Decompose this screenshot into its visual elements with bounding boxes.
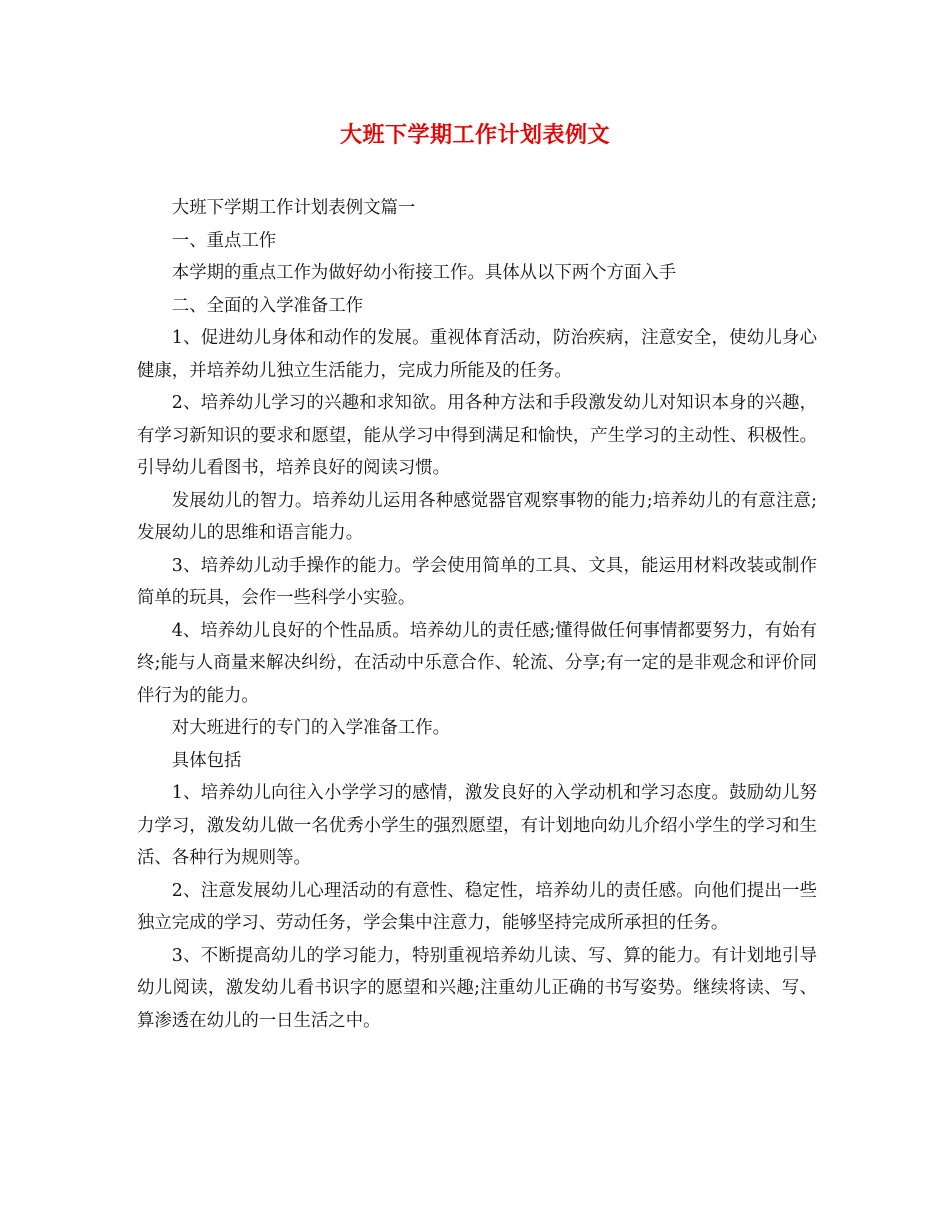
paragraph-1: 大班下学期工作计划表例文篇一 — [171, 198, 416, 218]
paragraph-11: 具体包括 — [171, 750, 242, 771]
paragraph-2: 一、重点工作 — [171, 230, 277, 251]
document-title: 大班下学期工作计划表例文 — [339, 122, 610, 148]
paragraph-9: 4、培养幼儿良好的个性品质。培养幼儿的责任感;懂得做任何事情都要努力，有始有终;能与人商量来解决纠纷，在活动中乐意合作、轮流、分享;有一定的是非观念和评价同伴行为的能力。 — [137, 620, 817, 706]
paragraph-8: 3、培养幼儿动手操作的能力。学会使用简单的工具、文具，能运用材料改装或制作简单的玩具，会作一些科学小实验。 — [137, 555, 817, 608]
paragraph-7: 发展幼儿的智力。培养幼儿运用各种感觉器官观察事物的能力;培养幼儿的有意注意;发展幼儿的思维和语言能力。 — [137, 490, 817, 543]
paragraph-6: 2、培养幼儿学习的兴趣和求知欲。用各种方法和手段激发幼儿对知识本身的兴趣，有学习新知识的要求和愿望，能从学习中得到满足和愉快，产生学习的主动性、积极性。引导幼儿看图书，培养良好的阅读习惯。 — [137, 393, 817, 478]
paragraph-12: 1、培养幼儿向往入小学学习的感情，激发良好的入学动机和学习态度。鼓励幼儿努力学习，激发幼儿做一名优秀小学生的强烈愿望，有计划地向幼儿介绍小学生的学习和生活、各种行为规则等。 — [137, 783, 817, 868]
paragraph-14: 3、不断提高幼儿的学习能力，特别重视培养幼儿读、写、算的能力。有计划地引导幼儿阅读，激发幼儿看书识字的愿望和兴趣;注重幼儿正确的书写姿势。继续将读、写、算渗透在幼儿的一日生活之中。 — [137, 945, 817, 1031]
paragraph-5: 1、促进幼儿身体和动作的发展。重视体育活动，防治疾病，注意安全，使幼儿身心健康，并培养幼儿独立生活能力，完成力所能及的任务。 — [137, 328, 817, 381]
paragraph-10: 对大班进行的专门的入学准备工作。 — [171, 718, 451, 738]
paragraph-3: 本学期的重点工作为做好幼小衔接工作。具体从以下两个方面入手 — [171, 263, 677, 283]
paragraph-4: 二、全面的入学准备工作 — [171, 295, 364, 316]
paragraph-13: 2、注意发展幼儿心理活动的有意性、稳定性，培养幼儿的责任感。向他们提出一些独立完成的学习、劳动任务，学会集中注意力，能够坚持完成所承担的任务。 — [137, 880, 817, 933]
document-body — [137, 192, 817, 1037]
